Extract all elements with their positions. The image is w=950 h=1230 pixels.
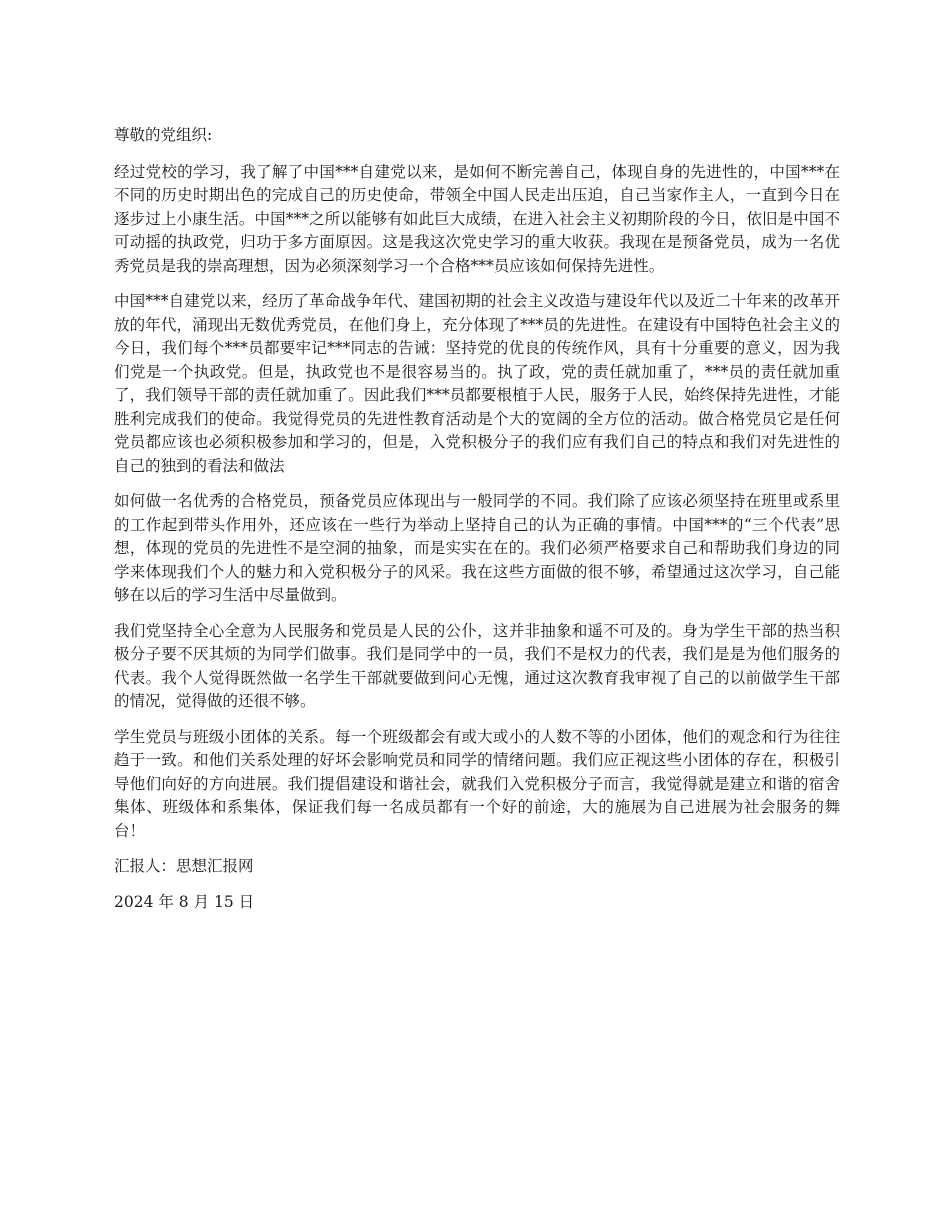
- document-page: [114, 124, 840, 914]
- paragraph-3: 如何做一名优秀的合格党员，预备党员应体现出与一般同学的不同。我们除了应该必须坚持在班里或系里的工作起到带头作用外，还应该在一些行为举动上坚持自己的认为正确的事情。中国***的“三个代表”思想，体现的党员的先进性不是空洞的抽象，而是实实在在的。我们必须严格要求自己和帮助我们身边的同学来体现我们个人的魅力和入党积极分子的风采。我在这些方面做的很不够，希望通过这次学习，自己能够在以后的学习生活中尽量做到。: [114, 492, 840, 604]
- salutation: 尊敬的党组织:: [114, 126, 213, 144]
- paragraph-5: 学生党员与班级小团体的关系。每一个班级都会有或大或小的人数不等的小团体，他们的观念和行为往往趋于一致。和他们关系处理的好坏会影响党员和同学的情绪问题。我们应正视这些小团体的存在，积极引导他们向好的方向进展。我们提倡建设和谐社会，就我们入党积极分子而言，我觉得就是建立和谐的宿舍集体、班级体和系集体，保证我们每一名成员都有一个好的前途，大的施展为自己进展为社会服务的舞台！: [114, 727, 840, 840]
- signature: 汇报人：思想汇报网: [114, 857, 254, 875]
- paragraph-4: 我们党坚持全心全意为人民服务和党员是人民的公仆，这并非抽象和遥不可及的。身为学生干部的热当积极分子要不厌其烦的为同学们做事。我们是同学中的一员，我们不是权力的代表，我们是是为他们服务的代表。我个人觉得既然做一名学生干部就要做到问心无愧，通过这次教育我审视了自己的以前做学生干部的情况，觉得做的还很不够。: [114, 621, 840, 710]
- paragraph-1: 经过党校的学习，我了解了中国***自建党以来，是如何不断完善自己，体现自身的先进性的，中国***在不同的历史时期出色的完成自己的历史使命，带领全中国人民走出压迫，自己当家作主人，一直到今日在逐步过上小康生活。中国***之所以能够有如此巨大成绩，在进入社会主义初期阶段的今日，依旧是中国不可动摇的执政党，归功于多方面原因。这是我这次党史学习的重大收获。我现在是预备党员，成为一名优秀党员是我的崇高理想，因为必须深刻学习一个合格***员应该如何保持先进性。: [114, 162, 840, 275]
- date: 2024 年 8 月 15 日: [114, 892, 255, 911]
- paragraph-2: 中国***自建党以来，经历了革命战争年代、建国初期的社会主义改造与建设年代以及近二十年来的改革开放的年代，涌现出无数优秀党员，在他们身上，充分体现了***员的先进性。在建设有中国特色社会主义的今日，我们每个***员都要牢记***同志的告诫：坚持党的优良的传统作风，具有十分重要的意义，因为我们党是一个执政党。但是，执政党也不是很容易当的。执了政，党的责任就加重了，***员的责任就加重了，我们领导干部的责任就加重了。因此我们***员都要根植于人民，服务于人民，始终保持先进性，才能胜利完成我们的使命。我觉得党员的先进性教育活动是个大的宽阔的全方位的活动。做合格党员它是任何党员都应该也必须积极参加和学习的，但是，入党积极分子的我们应有我们自己的特点和我们对先进性的自己的独到的看法和做法: [114, 292, 840, 475]
